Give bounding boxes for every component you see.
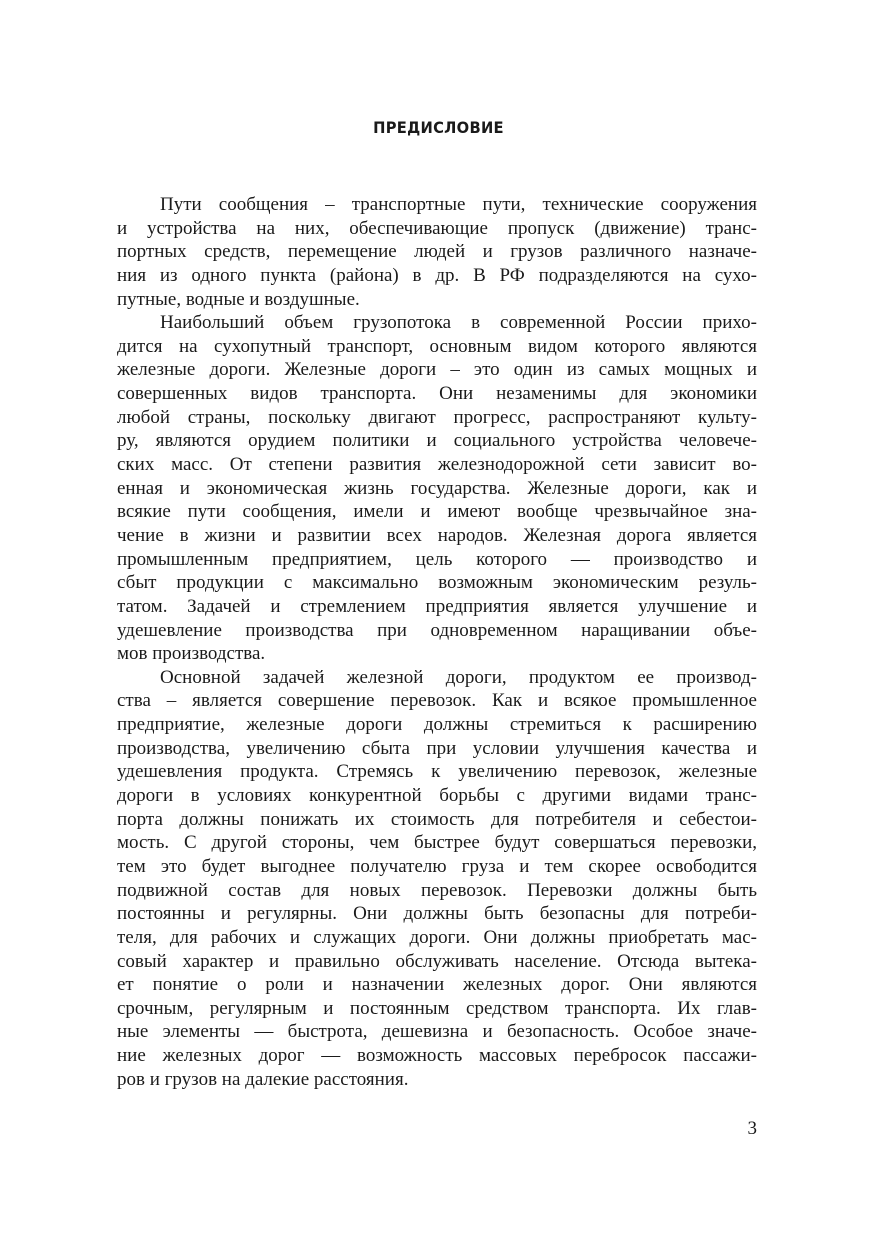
- text-line: мов производства.: [117, 643, 266, 665]
- text-line: чение в жизни и развитии всех народов. Железная дорога является: [117, 524, 757, 546]
- text-line: тем это будет выгоднее получателю груза и тем скорее освободится: [117, 855, 757, 877]
- text-line: портных средств, перемещение людей и грузов различного назначе-: [117, 241, 757, 263]
- paragraph: [117, 666, 757, 1092]
- text-line: ные элементы — быстрота, дешевизна и безопасность. Особое значе-: [117, 1021, 757, 1043]
- text-line: Пути сообщения – транспортные пути, технические сооружения: [160, 194, 757, 215]
- text-line: ру, являются орудием политики и социального устройства человече-: [117, 430, 757, 452]
- page-number: 3: [747, 1118, 757, 1139]
- text-line: постоянны и регулярны. Они должны быть безопасны для потреби-: [117, 903, 757, 925]
- text-line: производства, увеличению сбыта при условии улучшения качества и: [117, 737, 757, 759]
- text-line: мость. С другой стороны, чем быстрее будут совершаться перевозки,: [117, 832, 757, 854]
- text-line: порта должны понижать их стоимость для потребителя и себестои-: [117, 808, 757, 830]
- text-line: сбыт продукции с максимально возможным экономическим резуль-: [117, 572, 757, 594]
- text-line: и устройства на них, обеспечивающие пропуск (движение) транс-: [117, 217, 757, 239]
- text-line: ние железных дорог — возможность массовых перебросок пассажи-: [117, 1045, 757, 1067]
- paragraph: [117, 311, 757, 666]
- text-line: енная и экономическая жизнь государства. Железные дороги, как и: [117, 477, 757, 499]
- text-line: дороги в условиях конкурентной борьбы с другими видами транс-: [117, 785, 757, 807]
- page-title: ПРЕДИСЛОВИЕ: [373, 118, 504, 137]
- text-line: срочным, регулярным и постоянным средством транспорта. Их глав-: [117, 997, 757, 1019]
- text-line: ства – является совершение перевозок. Как и всякое промышленное: [117, 690, 757, 712]
- text-line: ет понятие о роли и назначении железных дорог. Они являются: [117, 974, 757, 996]
- text-line: удешевление производства при одновременном наращивании объе-: [117, 619, 757, 641]
- text-line: ров и грузов на далекие расстояния.: [117, 1068, 409, 1090]
- paragraph: [117, 193, 757, 311]
- text-line: ских масс. От степени развития железнодорожной сети зависит во-: [117, 454, 757, 476]
- body-text: [117, 193, 757, 1091]
- text-line: путные, водные и воздушные.: [117, 288, 360, 310]
- text-line: всякие пути сообщения, имели и имеют вообще чрезвычайное зна-: [117, 501, 757, 523]
- text-line: татом. Задачей и стремлением предприятия является улучшение и: [117, 595, 757, 617]
- text-line: железные дороги. Железные дороги – это один из самых мощных и: [117, 359, 757, 381]
- text-line: совершенных видов транспорта. Они незаменимы для экономики: [117, 383, 757, 405]
- text-line: предприятие, железные дороги должны стремиться к расширению: [117, 714, 757, 736]
- text-line: совый характер и правильно обслуживать население. Отсюда вытека-: [117, 950, 757, 972]
- text-line: ния из одного пункта (района) в др. В РФ подразделяются на сухо-: [117, 264, 757, 286]
- text-line: Основной задачей железной дороги, продуктом ее производ-: [160, 666, 757, 688]
- text-line: удешевления продукта. Стремясь к увеличению перевозок, железные: [117, 761, 757, 783]
- text-line: дится на сухопутный транспорт, основным видом которого являются: [117, 335, 757, 357]
- text-line: теля, для рабочих и служащих дороги. Они должны приобретать мас-: [117, 926, 757, 948]
- text-line: промышленным предприятием, цель которого — производство и: [117, 548, 757, 570]
- text-line: Наибольший объем грузопотока в современной России прихо-: [160, 312, 757, 334]
- text-line: подвижной состав для новых перевозок. Перевозки должны быть: [117, 879, 757, 901]
- text-line: любой страны, поскольку двигают прогресс, распространяют культу-: [117, 406, 757, 428]
